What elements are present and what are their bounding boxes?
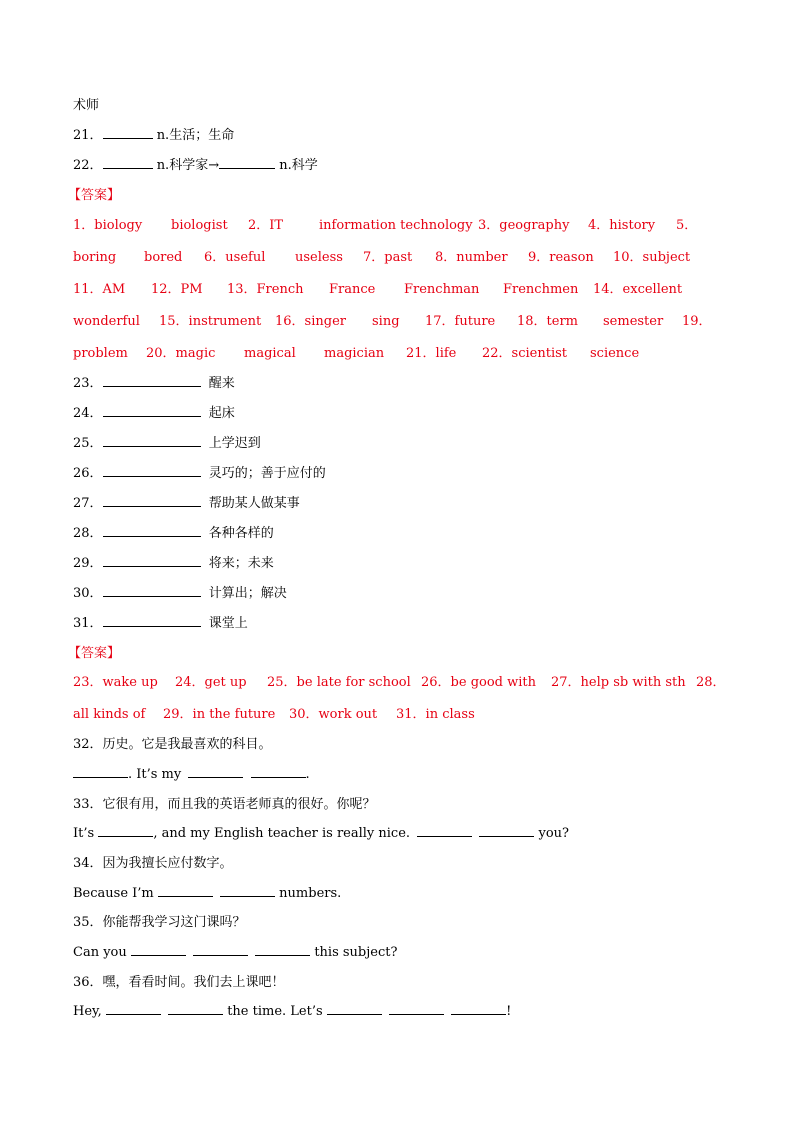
answer-item: 12．PM	[151, 282, 203, 297]
answer-item: wonderful	[73, 314, 140, 329]
answer-item: 6．useful	[204, 250, 266, 265]
sentence-text: the time. Let’s	[227, 1004, 323, 1019]
question-34-line	[73, 886, 341, 902]
chinese-meaning: 将来；未来	[208, 556, 274, 571]
answer-item: 11．AM	[73, 282, 126, 297]
answer-item: problem	[73, 346, 128, 361]
question-number: 29．	[73, 556, 103, 571]
question-32-line: . It’s my .	[73, 767, 310, 783]
answer-blank[interactable]	[103, 385, 201, 387]
answer-item: 8．number	[435, 250, 508, 265]
question-number: 23．	[73, 376, 103, 391]
question-number: 27．	[73, 496, 103, 511]
answer-item: 1．biology	[73, 218, 143, 233]
answer-blank[interactable]	[389, 1013, 444, 1015]
answer-item: bored	[144, 250, 183, 265]
answer-item: 25．be late for school	[267, 675, 411, 690]
answer-label: 【答案】	[68, 646, 121, 661]
question-number: 31．	[73, 616, 103, 631]
answer-item: 22．scientist	[482, 346, 567, 361]
answer-item: all kinds of	[73, 707, 146, 722]
answer-item: 13．French	[227, 282, 304, 297]
question-prompt: 33．它很有用，而且我的英语老师真的很好。你呢？	[73, 797, 376, 812]
answer-item: France	[329, 282, 376, 297]
answer-item: 29．in the future	[163, 707, 276, 722]
answer-item: 18．term	[517, 314, 579, 329]
question-text: n.科学	[279, 158, 318, 173]
question-21	[73, 128, 234, 144]
question-number: 30．	[73, 586, 103, 601]
sentence-text: you?	[538, 826, 569, 841]
vocab-item	[73, 376, 235, 392]
answer-blank[interactable]	[417, 835, 472, 837]
vocab-item	[73, 496, 300, 512]
answer-blank[interactable]	[73, 776, 128, 778]
answer-item: 24．get up	[175, 675, 247, 690]
answer-item: 23．wake up	[73, 675, 158, 690]
chinese-meaning: 灵巧的；善于应付的	[208, 466, 326, 481]
answer-blank[interactable]	[158, 895, 213, 897]
answer-item: 26．be good with	[421, 675, 537, 690]
answer-item: Frenchmen	[503, 282, 579, 297]
question-number: 26．	[73, 466, 103, 481]
answer-item: 4．history	[588, 218, 656, 233]
answer-item: 30．work out	[289, 707, 378, 722]
sentence-text: numbers.	[279, 886, 342, 901]
answer-item: magical	[244, 346, 296, 361]
answer-blank[interactable]	[103, 415, 201, 417]
answer-item: 17．future	[425, 314, 496, 329]
answer-item: 10．subject	[613, 250, 691, 265]
answer-blank[interactable]	[103, 445, 201, 447]
answer-item: 31．in class	[396, 707, 475, 722]
question-prompt: 34．因为我擅长应付数字。	[73, 856, 233, 871]
answer-item: biologist	[171, 218, 228, 233]
question-prompt: 35．你能帮我学习这门课吗？	[73, 915, 246, 930]
chinese-meaning: 计算出；解决	[208, 586, 287, 601]
question-number: 28．	[73, 526, 103, 541]
chinese-meaning: 上学迟到	[208, 436, 261, 451]
answer-item: 27．help sb with sth	[551, 675, 686, 690]
question-22	[73, 158, 318, 174]
answer-blank[interactable]	[103, 595, 201, 597]
answer-blank[interactable]	[103, 167, 153, 169]
question-number: 24．	[73, 406, 103, 421]
chinese-meaning: 起床	[208, 406, 235, 421]
answer-blank[interactable]	[479, 835, 534, 837]
answer-label: 【答案】	[68, 188, 121, 203]
answer-blank[interactable]	[327, 1013, 382, 1015]
answer-blank[interactable]	[219, 167, 275, 169]
question-text: n.生活；生命	[156, 128, 235, 143]
vocab-item	[73, 586, 287, 602]
fragment-text: 术师	[73, 98, 100, 113]
question-number: 22．	[73, 158, 103, 173]
question-number: 21．	[73, 128, 103, 143]
vocab-item	[73, 616, 248, 632]
answer-item: sing	[372, 314, 400, 329]
vocab-item	[73, 406, 235, 422]
answer-item: 21．life	[406, 346, 457, 361]
answer-item: magician	[324, 346, 385, 361]
answer-blank[interactable]	[255, 954, 310, 956]
answer-item: 28．	[696, 675, 726, 690]
vocab-item	[73, 466, 326, 482]
sentence-text: this subject?	[314, 945, 398, 960]
answer-item: 2．IT	[248, 218, 284, 233]
vocab-item	[73, 526, 274, 542]
answer-item: useless	[295, 250, 343, 265]
answer-item: boring	[73, 250, 117, 265]
sentence-text: It’s	[73, 826, 95, 841]
answer-item: 16．singer	[275, 314, 346, 329]
question-number: 25．	[73, 436, 103, 451]
question-33-line	[73, 826, 569, 842]
question-36-line	[73, 1004, 511, 1020]
answer-blank[interactable]	[188, 776, 243, 778]
chinese-meaning: 各种各样的	[208, 526, 274, 541]
answer-item: semester	[603, 314, 664, 329]
answer-item: 15．instrument	[159, 314, 262, 329]
answer-blank[interactable]	[103, 625, 201, 627]
chinese-meaning: 课堂上	[208, 616, 248, 631]
answer-item: 20．magic	[146, 346, 216, 361]
question-prompt: 36．嘿，看看时间。我们去上课吧！	[73, 975, 285, 990]
answer-blank[interactable]	[103, 137, 153, 139]
answer-item: 3．geography	[478, 218, 570, 233]
answer-blank[interactable]	[103, 505, 201, 507]
vocab-item	[73, 436, 261, 452]
answer-item: 5．	[676, 218, 698, 233]
answer-blank[interactable]	[451, 1013, 506, 1015]
answer-blank[interactable]	[251, 776, 306, 778]
answer-blank[interactable]	[131, 954, 186, 956]
answer-item: Frenchman	[404, 282, 480, 297]
answer-item: 9．reason	[528, 250, 594, 265]
answer-blank[interactable]	[220, 895, 275, 897]
chinese-meaning: 帮助某人做某事	[208, 496, 300, 511]
answer-blank[interactable]	[103, 535, 201, 537]
answer-item: 14．excellent	[593, 282, 683, 297]
question-prompt: 32．历史。它是我最喜欢的科目。	[73, 737, 272, 752]
question-text: n.科学家→	[156, 158, 220, 173]
answer-blank[interactable]	[103, 475, 201, 477]
sentence-text: Can you	[73, 945, 127, 960]
answer-item: information technology	[319, 218, 473, 233]
answer-blank[interactable]	[98, 835, 153, 837]
question-35-line	[73, 945, 397, 961]
vocab-item	[73, 556, 274, 572]
answer-blank[interactable]	[106, 1013, 161, 1015]
sentence-text: . It’s my	[128, 767, 182, 782]
answer-blank[interactable]	[103, 565, 201, 567]
answer-blank[interactable]	[168, 1013, 223, 1015]
answer-blank[interactable]	[193, 954, 248, 956]
sentence-text: !	[506, 1004, 512, 1019]
answer-item: science	[590, 346, 640, 361]
chinese-meaning: 醒来	[208, 376, 235, 391]
sentence-text: Hey,	[73, 1004, 102, 1019]
sentence-text: Because I’m	[73, 886, 154, 901]
answer-item: 7．past	[363, 250, 413, 265]
answer-item: 19．	[682, 314, 712, 329]
sentence-text: , and my English teacher is really nice.	[153, 826, 411, 841]
